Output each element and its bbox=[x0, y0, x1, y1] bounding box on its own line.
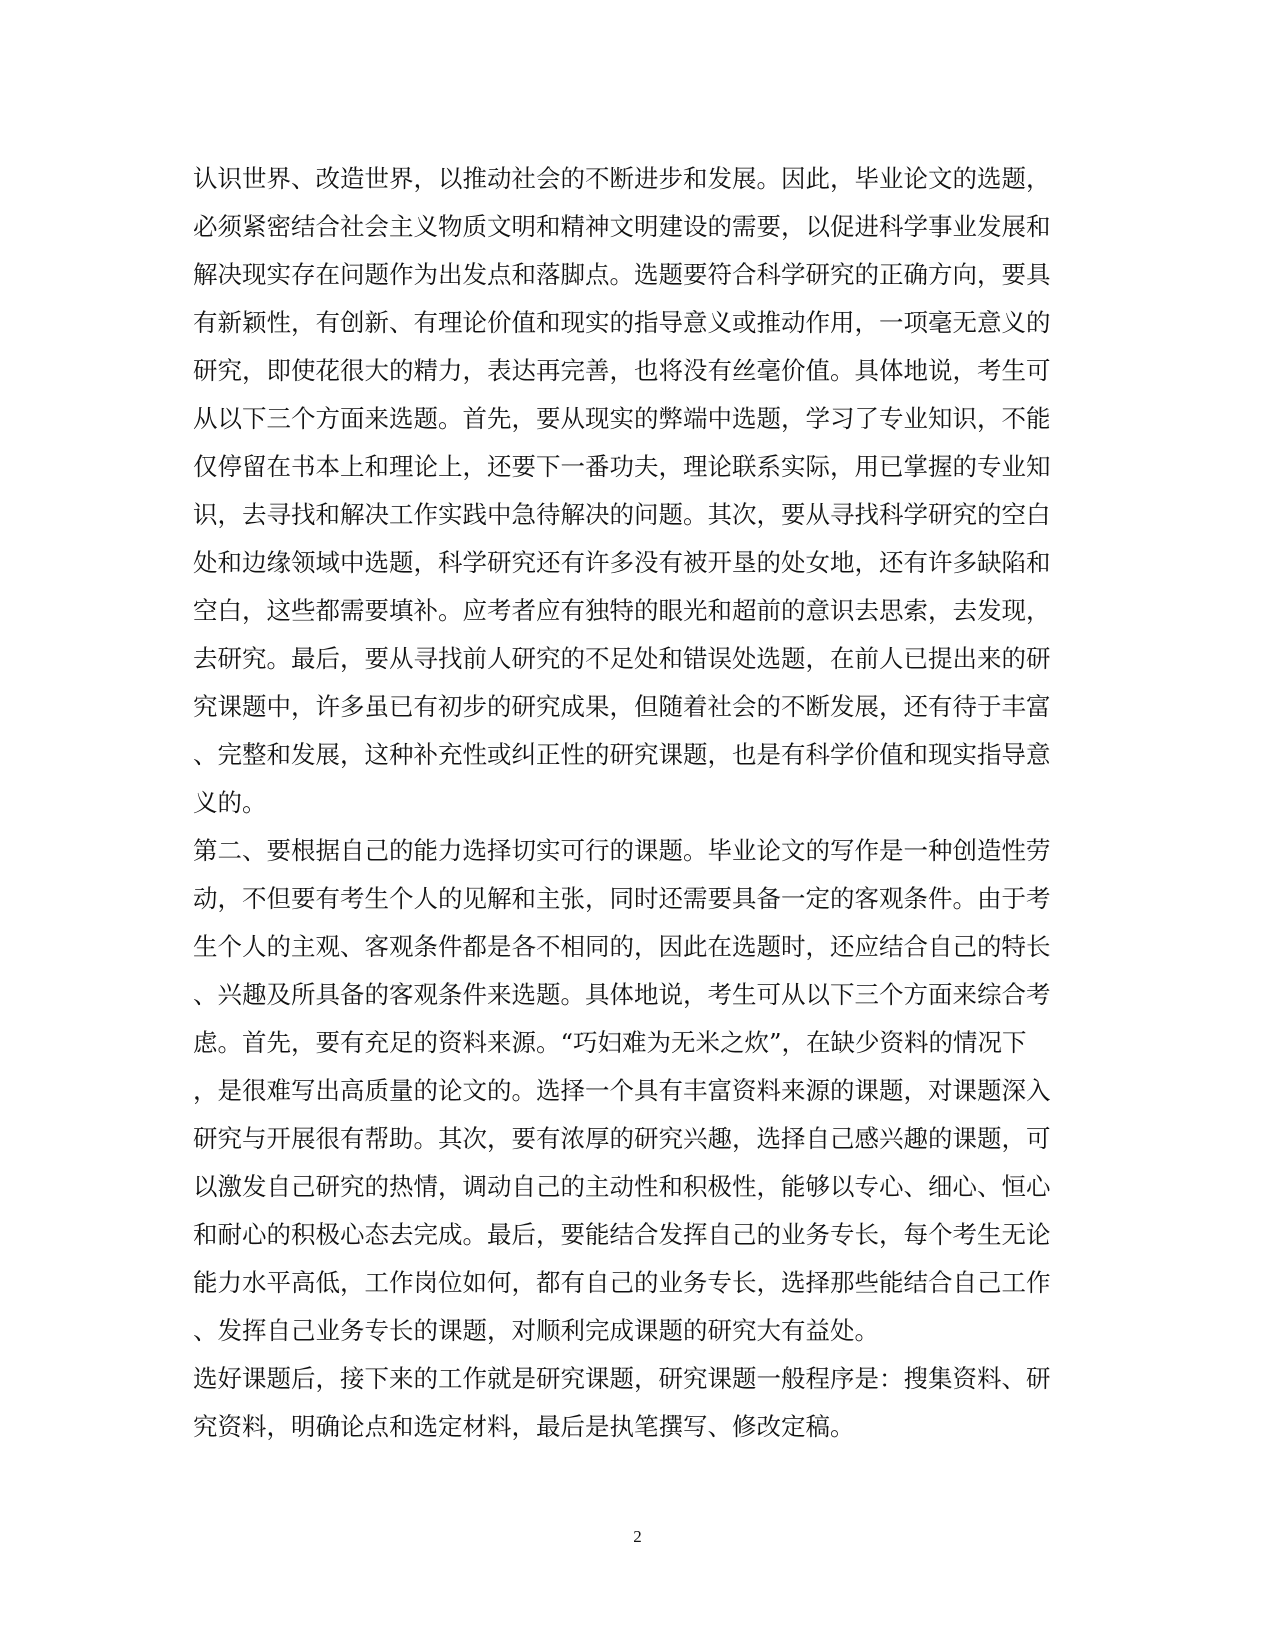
text-line: 研究，即使花很大的精力，表达再完善，也将没有丝毫价值。具体地说，考生可 bbox=[193, 356, 1051, 385]
text-line: 虑。首先，要有充足的资料来源。“巧妇难为无米之炊”，在缺少资料的情况下 bbox=[193, 1028, 1027, 1057]
text-line: 识，去寻找和解决工作实践中急待解决的问题。其次，要从寻找科学研究的空白 bbox=[193, 500, 1051, 529]
text-line: 有新颖性，有创新、有理论价值和现实的指导意义或推动作用，一项毫无意义的 bbox=[193, 308, 1051, 337]
text-line: 生个人的主观、客观条件都是各不相同的，因此在选题时，还应结合自己的特长 bbox=[193, 932, 1051, 961]
page-number: 2 bbox=[633, 1527, 642, 1546]
text-line: 必须紧密结合社会主义物质文明和精神文明建设的需要，以促进科学事业发展和 bbox=[193, 212, 1051, 241]
text-line: 义的。 bbox=[193, 788, 267, 817]
text-line: 研究与开展很有帮助。其次，要有浓厚的研究兴趣，选择自己感兴趣的课题，可 bbox=[193, 1124, 1051, 1153]
text-line: 仅停留在书本上和理论上，还要下一番功夫，理论联系实际，用已掌握的专业知 bbox=[193, 452, 1051, 481]
text-line: 空白，这些都需要填补。应考者应有独特的眼光和超前的意识去思索，去发现， bbox=[193, 596, 1051, 625]
text-line: 从以下三个方面来选题。首先，要从现实的弊端中选题，学习了专业知识，不能 bbox=[193, 404, 1051, 433]
text-line: 、兴趣及所具备的客观条件来选题。具体地说，考生可从以下三个方面来综合考 bbox=[193, 980, 1051, 1009]
text-line: 究课题中，许多虽已有初步的研究成果，但随着社会的不断发展，还有待于丰富 bbox=[193, 692, 1051, 721]
text-line: 动，不但要有考生个人的见解和主张，同时还需要具备一定的客观条件。由于考 bbox=[193, 884, 1051, 913]
text-line: 、完整和发展，这种补充性或纠正性的研究课题，也是有科学价值和现实指导意 bbox=[193, 740, 1051, 769]
text-line: 选好课题后，接下来的工作就是研究课题，研究课题一般程序是：搜集资料、研 bbox=[193, 1364, 1051, 1393]
text-line: 以激发自己研究的热情，调动自己的主动性和积极性，能够以专心、细心、恒心 bbox=[193, 1172, 1051, 1201]
text-line: 、发挥自己业务专长的课题，对顺利完成课题的研究大有益处。 bbox=[193, 1316, 879, 1345]
body-text bbox=[193, 155, 1073, 1451]
text-line: 究资料，明确论点和选定材料，最后是执笔撰写、修改定稿。 bbox=[193, 1412, 855, 1441]
text-line: ，是很难写出高质量的论文的。选择一个具有丰富资料来源的课题，对课题深入 bbox=[193, 1076, 1051, 1105]
text-line: 去研究。最后，要从寻找前人研究的不足处和错误处选题，在前人已提出来的研 bbox=[193, 644, 1051, 673]
text-line: 认识世界、改造世界，以推动社会的不断进步和发展。因此，毕业论文的选题， bbox=[193, 164, 1051, 193]
text-line: 和耐心的积极心态去完成。最后，要能结合发挥自己的业务专长，每个考生无论 bbox=[193, 1220, 1051, 1249]
text-line: 第二、要根据自己的能力选择切实可行的课题。毕业论文的写作是一种创造性劳 bbox=[193, 836, 1051, 865]
text-line: 解决现实存在问题作为出发点和落脚点。选题要符合科学研究的正确方向，要具 bbox=[193, 260, 1051, 289]
text-line: 处和边缘领域中选题，科学研究还有许多没有被开垦的处女地，还有许多缺陷和 bbox=[193, 548, 1051, 577]
text-line: 能力水平高低，工作岗位如何，都有自己的业务专长，选择那些能结合自己工作 bbox=[193, 1268, 1051, 1297]
